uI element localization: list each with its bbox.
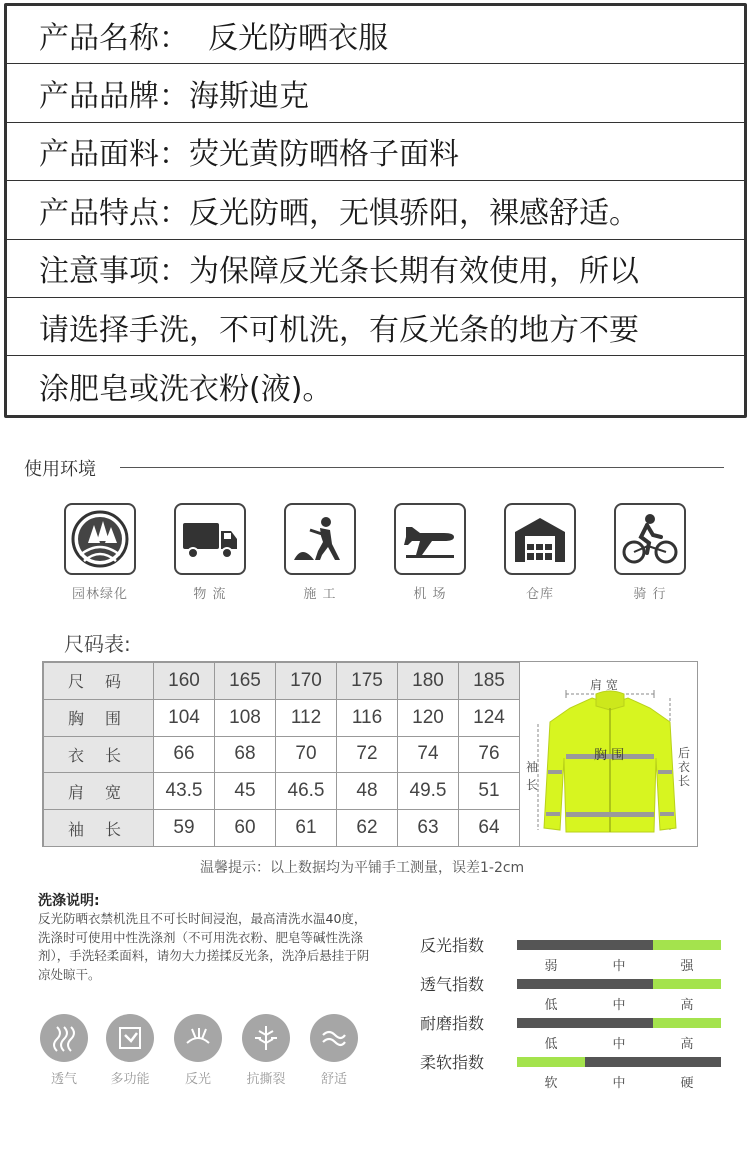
size-cell: 175 [337, 663, 398, 700]
size-cell: 63 [398, 810, 459, 847]
info-row-brand [7, 64, 744, 122]
index-bar-segment [585, 979, 653, 989]
size-cell: 64 [459, 810, 520, 847]
index-level-label: 低 [544, 1037, 558, 1052]
environment-icons [60, 503, 720, 603]
feature-multifunction [100, 1014, 160, 1087]
size-cell: 104 [154, 699, 215, 736]
info-row-name [7, 6, 744, 64]
index-bar [517, 979, 721, 989]
env-label: 骑 行 [633, 587, 667, 602]
divider [120, 467, 724, 468]
index-bar-segment [653, 1018, 721, 1028]
feature-icons [38, 1014, 368, 1094]
size-cell: 74 [398, 736, 459, 773]
index-level-label: 中 [612, 959, 626, 974]
size-cell: 48 [337, 773, 398, 810]
env-label: 物 流 [193, 587, 227, 602]
size-cell: 185 [459, 663, 520, 700]
env-label: 园林绿化 [71, 587, 128, 602]
info-label: 产品面料： [39, 137, 189, 173]
info-row-notes-end [7, 356, 744, 414]
size-cell: 124 [459, 699, 520, 736]
warehouse-icon [504, 503, 576, 575]
index-bar-segment [517, 979, 585, 989]
feature-label: 透气 [50, 1072, 77, 1087]
index-bar-segment [585, 1057, 653, 1067]
index-level-label: 强 [680, 959, 694, 974]
airplane-icon [394, 503, 466, 575]
env-item-warehouse [500, 503, 580, 602]
size-row [44, 699, 520, 736]
size-cell: 180 [398, 663, 459, 700]
multifunction-icon [106, 1014, 154, 1062]
size-row [44, 736, 520, 773]
wash-title: 洗涤说明: [38, 893, 100, 909]
back-label-3: 长 [678, 774, 691, 788]
index-level-label: 硬 [680, 1076, 694, 1091]
size-row [44, 663, 520, 700]
env-item-logistics [170, 503, 250, 602]
size-cell: 112 [276, 699, 337, 736]
index-row [420, 933, 730, 973]
index-bar-segment [517, 940, 585, 950]
sleeve-label-2: 长 [526, 778, 539, 792]
index-name: 透气指数 [420, 975, 485, 994]
feature-label: 抗撕裂 [246, 1072, 286, 1087]
index-row [420, 1011, 730, 1051]
size-cell: 68 [215, 736, 276, 773]
size-cell: 160 [154, 663, 215, 700]
index-bar-segment [585, 1018, 653, 1028]
tear-resistant-icon [242, 1014, 290, 1062]
index-level-label: 弱 [544, 959, 558, 974]
size-cell: 60 [215, 810, 276, 847]
info-value: 反光防晒，无惧骄阳，裸感舒适。 [189, 195, 639, 231]
product-info-table [4, 3, 747, 418]
index-level-label: 低 [544, 998, 558, 1013]
index-bar-segment [653, 1057, 721, 1067]
index-level-label: 高 [680, 998, 694, 1013]
size-row-header: 衣 长 [44, 736, 154, 773]
info-value: 为保障反光条长期有效使用，所以 [189, 254, 639, 290]
size-cell: 59 [154, 810, 215, 847]
truck-icon [174, 503, 246, 575]
env-label: 施 工 [303, 587, 337, 602]
info-label: 产品名称： [39, 20, 189, 56]
size-table [43, 662, 520, 847]
index-name: 耐磨指数 [420, 1014, 485, 1033]
feature-comfort [304, 1014, 364, 1087]
size-cell: 46.5 [276, 773, 337, 810]
index-name: 柔软指数 [420, 1053, 485, 1072]
info-label: 产品特点： [39, 195, 189, 231]
index-bar [517, 1057, 721, 1067]
size-row [44, 810, 520, 847]
breathable-icon [40, 1014, 88, 1062]
info-row-notes [7, 240, 744, 298]
size-cell: 72 [337, 736, 398, 773]
construction-worker-icon [284, 503, 356, 575]
index-bar-segment [517, 1057, 585, 1067]
comfort-icon [310, 1014, 358, 1062]
feature-label: 多功能 [110, 1072, 150, 1087]
back-label-2: 衣 [678, 760, 691, 774]
size-cell: 165 [215, 663, 276, 700]
size-cell: 170 [276, 663, 337, 700]
size-cell: 43.5 [154, 773, 215, 810]
size-cell: 70 [276, 736, 337, 773]
size-cell: 49.5 [398, 773, 459, 810]
info-value: 请选择手洗，不可机洗，有反光条的地方不要 [39, 312, 639, 348]
env-item-landscaping [60, 503, 140, 602]
index-level-label: 中 [612, 1076, 626, 1091]
feature-label: 舒适 [320, 1072, 347, 1087]
index-name: 反光指数 [420, 936, 485, 955]
jacket-diagram [522, 662, 698, 846]
info-row-fabric [7, 123, 744, 181]
info-row-features [7, 181, 744, 239]
info-row-notes-cont [7, 298, 744, 356]
measurement-tip: 温馨提示：以上数据均为平铺手工测量，误差1-2cm [200, 860, 525, 876]
info-label: 注意事项： [39, 254, 189, 290]
chest-label: 胸 围 [594, 748, 625, 763]
shoulder-label: 肩 宽 [590, 678, 618, 692]
size-cell: 108 [215, 699, 276, 736]
size-cell: 116 [337, 699, 398, 736]
index-row [420, 1050, 730, 1090]
cyclist-icon [614, 503, 686, 575]
size-cell: 120 [398, 699, 459, 736]
feature-tear-resistant [236, 1014, 296, 1087]
size-cell: 66 [154, 736, 215, 773]
feature-label: 反光 [184, 1072, 211, 1087]
info-value: 海斯迪克 [189, 79, 309, 115]
environment-title: 使用环境 [24, 459, 96, 480]
size-row-header: 袖 长 [44, 810, 154, 847]
size-row [44, 773, 520, 810]
size-cell: 45 [215, 773, 276, 810]
index-bar-segment [653, 940, 721, 950]
size-cell: 62 [337, 810, 398, 847]
sleeve-label-1: 袖 [526, 760, 539, 774]
index-level-label: 中 [612, 998, 626, 1013]
feature-reflective [168, 1014, 228, 1087]
reflective-icon [174, 1014, 222, 1062]
env-label: 仓库 [525, 587, 554, 602]
size-cell: 76 [459, 736, 520, 773]
info-value: 反光防晒衣服 [189, 20, 389, 56]
index-bar-segment [585, 940, 653, 950]
size-row-header: 尺 码 [44, 663, 154, 700]
size-chart [42, 661, 698, 847]
index-bar [517, 940, 721, 950]
size-cell: 51 [459, 773, 520, 810]
env-item-airport [390, 503, 470, 602]
index-row [420, 972, 730, 1012]
index-level-label: 中 [612, 1037, 626, 1052]
index-levels [517, 1072, 721, 1091]
size-chart-title: 尺码表: [64, 632, 131, 656]
wash-text: 反光防晒衣禁机洗且不可长时间浸泡，最高清洗水温40度，洗涤时可使用中性洗涤剂（不可用洗衣粉、肥皂等碱性洗涤剂），手洗轻柔面料，请勿大力搓揉反光条，洗净后悬挂于阴凉处晾干。 [38, 911, 370, 982]
env-label: 机 场 [413, 587, 447, 602]
env-item-cycling [610, 503, 690, 602]
info-value: 涂肥皂或洗衣粉(液)。 [39, 371, 333, 407]
index-bar-segment [517, 1018, 585, 1028]
forest-icon [64, 503, 136, 575]
env-item-construction [280, 503, 360, 602]
index-level-label: 软 [544, 1076, 558, 1091]
index-bar [517, 1018, 721, 1028]
back-label-1: 后 [678, 746, 691, 760]
size-row-header: 肩 宽 [44, 773, 154, 810]
index-bar-segment [653, 979, 721, 989]
size-row-header: 胸 围 [44, 699, 154, 736]
info-value: 荧光黄防晒格子面料 [189, 137, 459, 173]
feature-breathable [34, 1014, 94, 1087]
size-cell: 61 [276, 810, 337, 847]
info-label: 产品品牌： [39, 79, 189, 115]
index-level-label: 高 [680, 1037, 694, 1052]
